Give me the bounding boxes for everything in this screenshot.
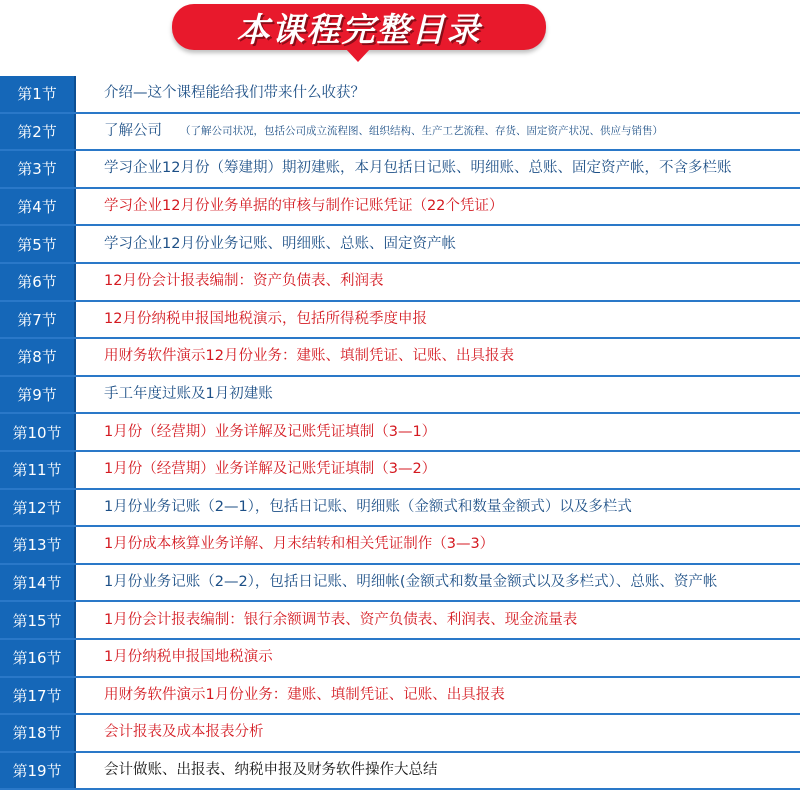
section-number-badge: 第16节 [0,640,76,676]
section-number-badge: 第11节 [0,452,76,488]
section-description [76,114,800,150]
section-description [76,377,800,413]
section-title: 用财务软件演示1月份业务：建账、填制凭证、记账、出具报表 [104,686,505,703]
section-description [76,527,800,563]
section-title: 学习企业12月份（筹建期）期初建账，本月包括日记账、明细账、总账、固定资产帐，不含多栏账 [104,160,732,177]
course-toc [0,76,800,790]
section-number-badge: 第15节 [0,602,76,638]
section-title: 手工年度过账及1月初建账 [104,386,273,403]
section-number-badge: 第10节 [0,414,76,450]
section-description [76,753,800,789]
section-title: 1月份业务记账（2—2），包括日记账、明细帐(金额式和数量金额式以及多栏式）、总账、资产帐 [104,574,718,591]
toc-row[interactable] [0,452,800,490]
toc-row[interactable] [0,753,800,791]
section-number-badge: 第8节 [0,339,76,375]
section-title: 12月份会计报表编制：资产负债表、利润表 [104,273,384,290]
section-title: 了解公司 [104,122,162,139]
section-description [76,602,800,638]
toc-row[interactable] [0,339,800,377]
section-description [76,490,800,526]
section-title: 学习企业12月份业务单据的审核与制作记账凭证（22个凭证） [104,198,504,215]
section-title: 1月份（经营期）业务详解及记账凭证填制（3—1） [104,423,437,440]
section-description [76,302,800,338]
page-title: 本课程完整目录 [236,9,482,49]
section-description [76,76,800,112]
section-title: 1月份纳税申报国地税演示 [104,649,273,666]
toc-row[interactable] [0,678,800,716]
section-number-badge: 第14节 [0,565,76,601]
section-description [76,452,800,488]
section-number-badge: 第1节 [0,76,76,112]
section-title: 1月份成本核算业务详解、月末结转和相关凭证制作（3—3） [104,536,495,553]
section-number-badge: 第9节 [0,377,76,413]
ribbon-pointer [345,48,371,62]
section-description [76,640,800,676]
section-number-badge: 第3节 [0,151,76,187]
toc-row[interactable] [0,640,800,678]
header-banner [0,0,800,74]
section-description [76,339,800,375]
section-number-badge: 第19节 [0,753,76,789]
section-title: 用财务软件演示12月份业务：建账、填制凭证、记账、出具报表 [104,348,514,365]
toc-row[interactable] [0,302,800,340]
section-title: 会计报表及成本报表分析 [104,724,264,741]
section-description [76,189,800,225]
toc-row[interactable] [0,151,800,189]
section-subtitle: （了解公司状况，包括公司成立流程图、组织结构、生产工艺流程、存货、固定资产状况、供应与销售） [180,124,663,137]
section-description [76,414,800,450]
section-number-badge: 第4节 [0,189,76,225]
section-number-badge: 第5节 [0,226,76,262]
section-number-badge: 第7节 [0,302,76,338]
section-number-badge: 第2节 [0,114,76,150]
section-description [76,565,800,601]
toc-row[interactable] [0,527,800,565]
section-description [76,715,800,751]
toc-row[interactable] [0,114,800,152]
section-title: 会计做账、出报表、纳税申报及财务软件操作大总结 [104,761,438,778]
toc-row[interactable] [0,490,800,528]
toc-row[interactable] [0,226,800,264]
toc-row[interactable] [0,377,800,415]
toc-row[interactable] [0,414,800,452]
section-title: 12月份纳税申报国地税演示，包括所得税季度申报 [104,310,427,327]
section-title: 1月份（经营期）业务详解及记账凭证填制（3—2） [104,461,437,478]
toc-row[interactable] [0,602,800,640]
toc-row[interactable] [0,565,800,603]
section-description [76,264,800,300]
section-title: 介绍—这个课程能给我们带来什么收获？ [104,85,365,102]
toc-row[interactable] [0,264,800,302]
toc-row[interactable] [0,189,800,227]
section-title: 1月份会计报表编制：银行余额调节表、资产负债表、利润表、现金流量表 [104,611,578,628]
title-ribbon [172,4,546,50]
section-title: 学习企业12月份业务记账、明细账、总账、固定资产帐 [104,235,456,252]
section-number-badge: 第13节 [0,527,76,563]
toc-row[interactable] [0,715,800,753]
section-title: 1月份业务记账（2—1），包括日记账、明细账（金额式和数量金额式）以及多栏式 [104,498,632,515]
section-number-badge: 第18节 [0,715,76,751]
section-number-badge: 第6节 [0,264,76,300]
toc-row[interactable] [0,76,800,114]
section-description [76,678,800,714]
section-description [76,151,800,187]
section-number-badge: 第17节 [0,678,76,714]
section-description [76,226,800,262]
section-number-badge: 第12节 [0,490,76,526]
